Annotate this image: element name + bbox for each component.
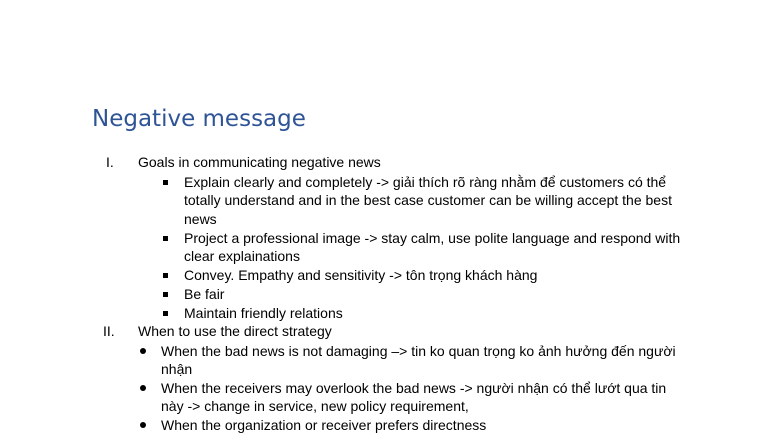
list-item-line: When the bad news is not damaging –> tin ko quan trọng ko ảnh hưởng đến người xyxy=(161,343,676,359)
list-item-line: Convey. Empathy and sensitivity -> tôn trọng khách hàng xyxy=(184,267,538,283)
bullet-icon xyxy=(140,385,146,391)
list-item-line: Project a professional image -> stay calm, use polite language and respond with xyxy=(184,230,681,246)
section-title: When to use the direct strategy xyxy=(138,323,332,339)
square-bullet-icon xyxy=(163,273,168,278)
section-title: Goals in communicating negative news xyxy=(138,154,381,170)
list-item-line: này -> change in service, new policy requirement, xyxy=(161,398,469,414)
list-item-line: When the organization or receiver prefers directness xyxy=(161,417,487,433)
list-item-line: When the receivers may overlook the bad news -> người nhận có thể lướt qua tin xyxy=(161,380,667,396)
list-item-line: totally understand and in the best case customer can be willing accept the best xyxy=(184,192,672,208)
square-bullet-icon xyxy=(163,292,168,297)
square-bullet-icon xyxy=(163,236,168,241)
list-item-line: Explain clearly and completely -> giải thích rõ ràng nhằm để customers có thể xyxy=(184,174,667,190)
square-bullet-icon xyxy=(163,180,168,185)
square-bullet-icon xyxy=(163,311,168,316)
section-numeral: I. xyxy=(106,154,114,170)
bullet-icon xyxy=(140,422,146,428)
bullet-icon xyxy=(140,348,146,354)
list-item-line: news xyxy=(184,211,217,227)
document-heading: Negative message xyxy=(92,106,306,132)
list-item-line: nhận xyxy=(161,361,193,377)
list-item-line: Be fair xyxy=(184,286,225,302)
section-numeral: II. xyxy=(103,323,115,339)
list-item-line: clear explainations xyxy=(184,248,300,264)
list-item-line: Maintain friendly relations xyxy=(184,305,343,321)
